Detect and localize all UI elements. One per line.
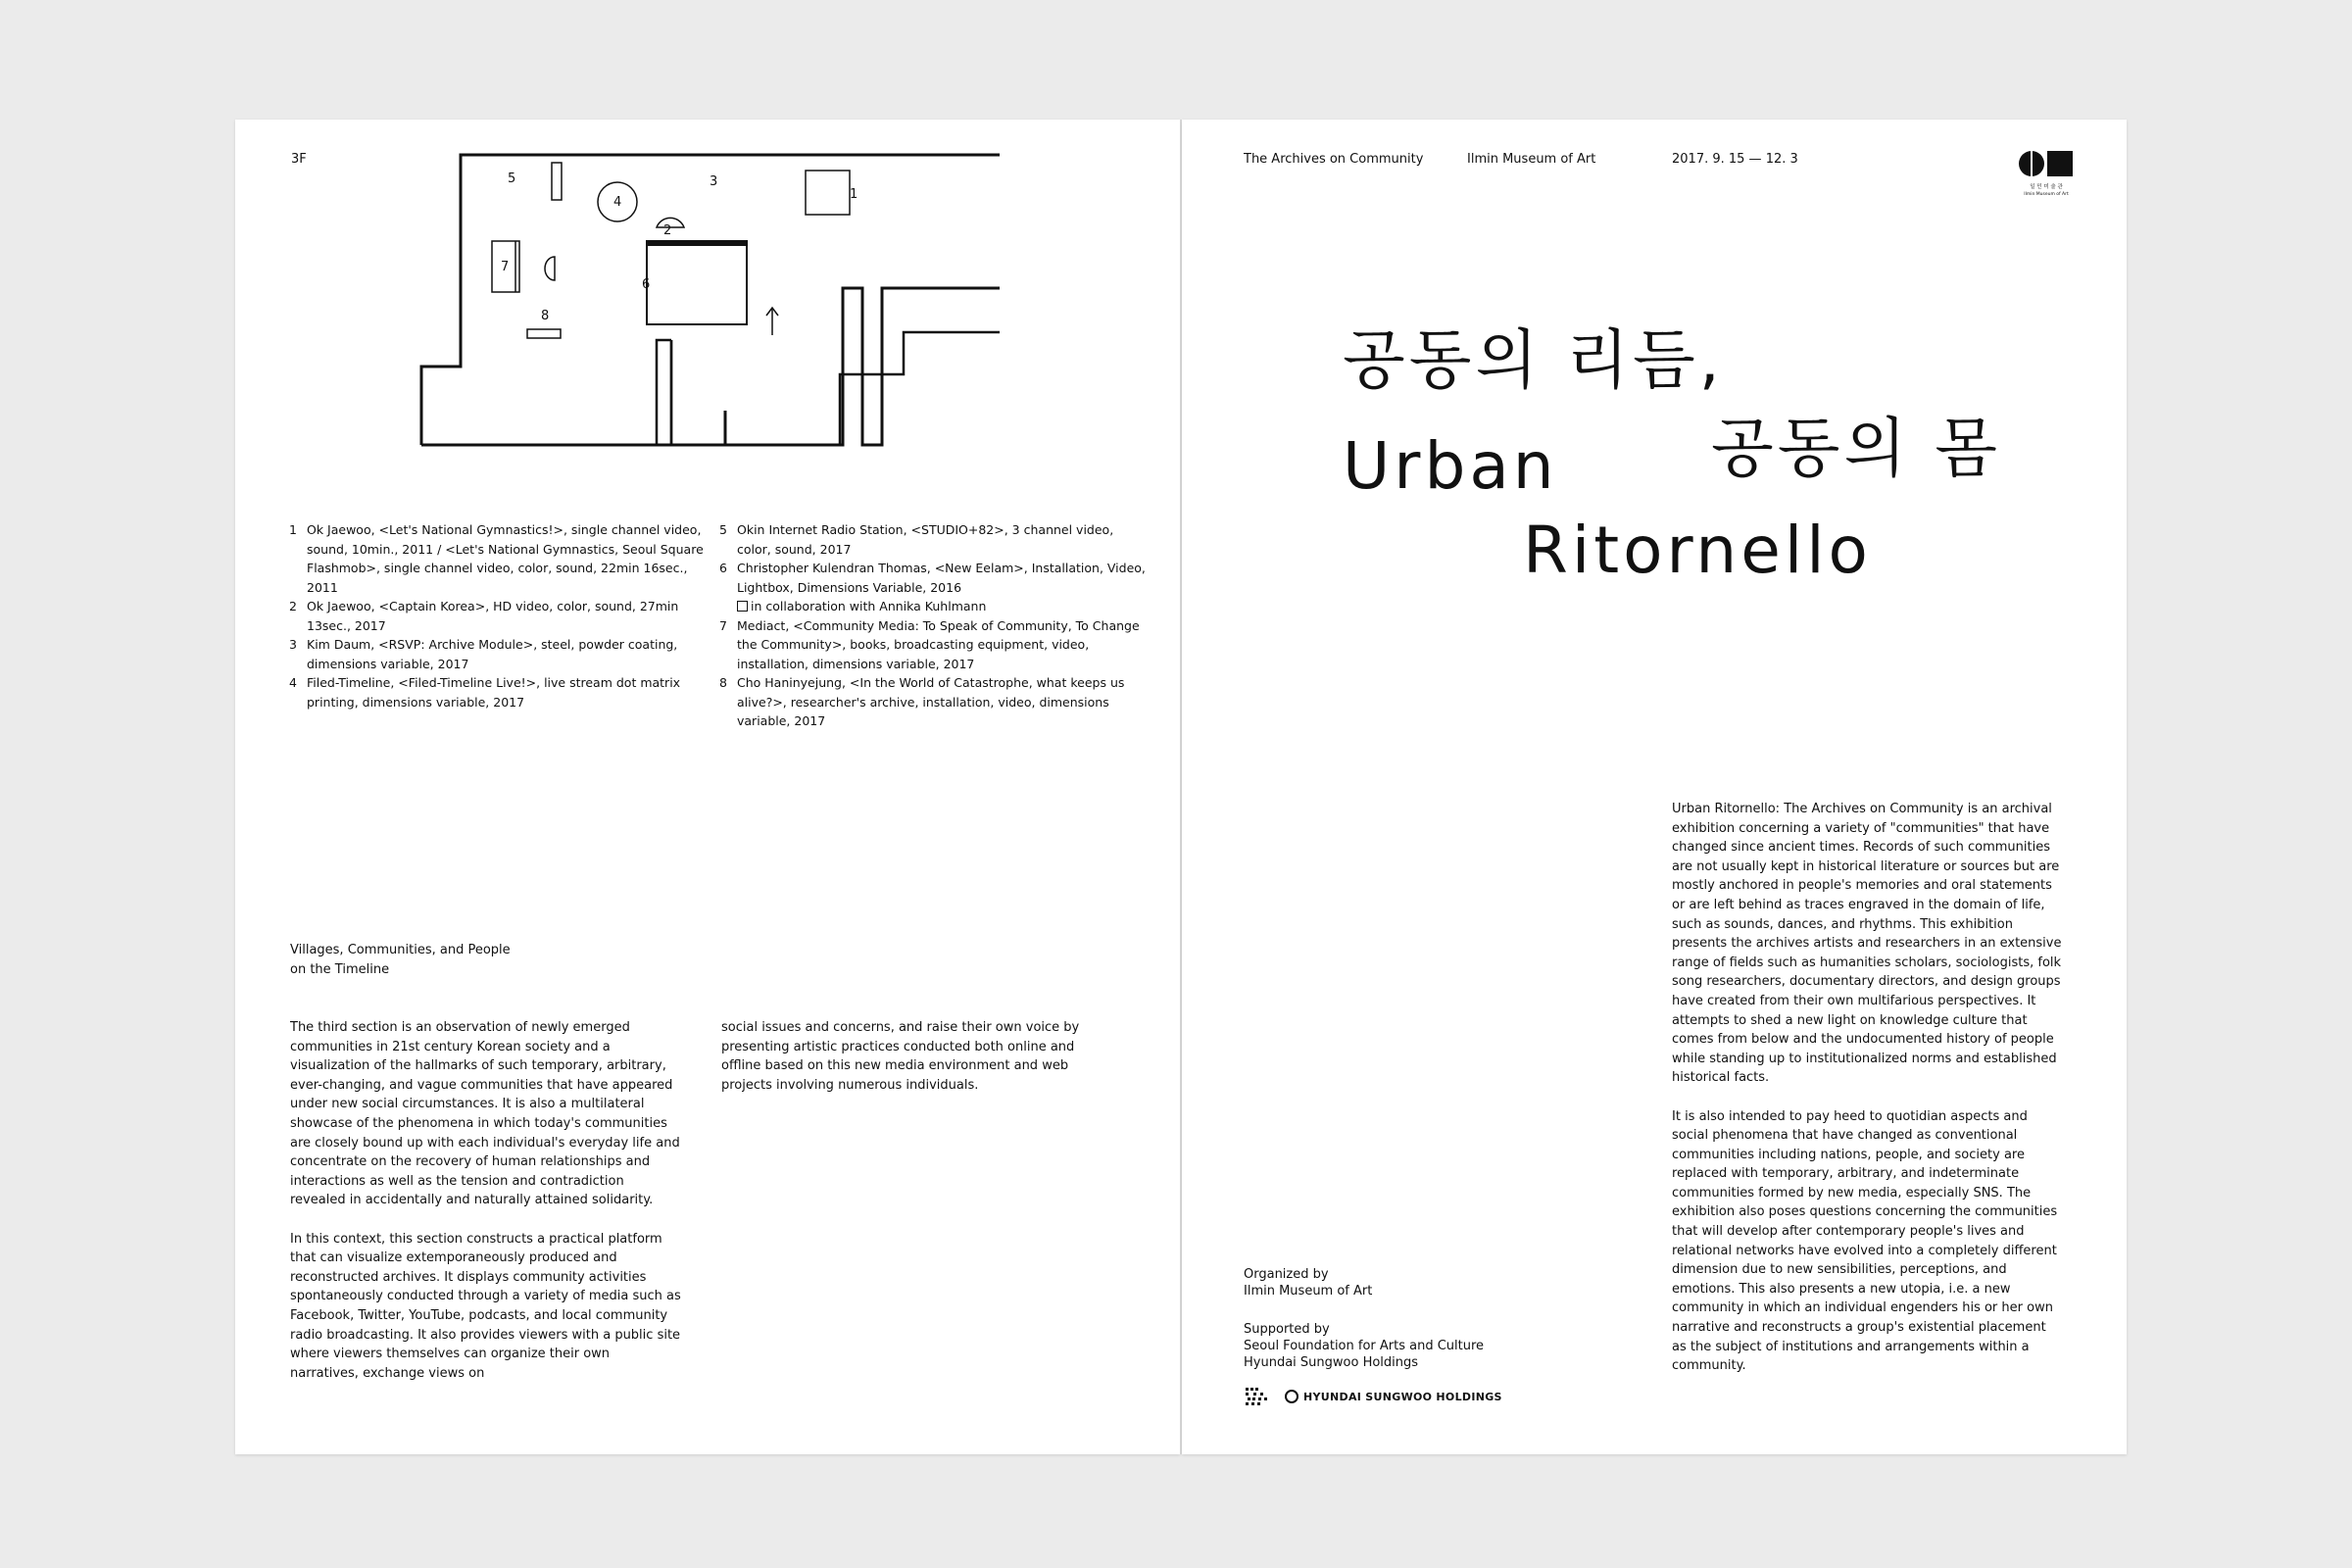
collaboration-note: in collaboration with Annika Kuhlmann <box>737 597 1151 616</box>
floorplan-label: 1 <box>850 187 858 202</box>
sfac-logo <box>1244 1386 1271 1407</box>
floorplan-label: 8 <box>541 309 550 323</box>
floorplan-object-5 <box>552 163 562 200</box>
organized-by: Organized by Ilmin Museum of Art <box>1244 1267 1373 1298</box>
supported-by: Supported by Seoul Foundation for Arts and Culture Hyundai Sungwoo Holdings <box>1244 1322 1485 1370</box>
right-body-text <box>1672 800 2064 1395</box>
title-english-line2: Ritornello <box>1523 513 1872 588</box>
body-paragraph: It is also intended to pay heed to quotidian aspects and social phenomena that have changed as conventional communities including nations, people, and society are replaced with temporary, arbitrary, and indeterminate communities formed by new media, especially SNS. The exhibition also poses questions concerning the communities that will develop after contemporary people's lives and relational networks have evolved into a completely different dimension due to new sensibilities, perceptions, and emotions. This also presents a new utopia, i.e. a new community in which an individual engenders his or her own narrative and reconstructs a group's existential placement as the subject of institutions and arrangements within a community. <box>1672 1108 2058 1374</box>
floorplan-label: 5 <box>508 172 516 186</box>
body-paragraph: In this context, this section constructs a practical platform that can visualize extemporaneously produced and reconstructed archives. It displays community activities spontaneously conducted through a variety of media such as Facebook, Twitter, YouTube, podcasts, and local community radio broadcasting. It also provides viewers with a public site where viewers themselves can organize their own narratives, exchange views on <box>290 1231 681 1381</box>
artwork-item: 4 Filed-Timeline, <Filed-Timeline Live!>, live stream dot matrix printing, dimensions variable, 2017 <box>289 675 681 710</box>
floor-label: 3F <box>291 152 307 167</box>
left-body-column-1 <box>290 1018 682 1402</box>
artwork-item: 8 Cho Haninyejung, <In the World of Catastrophe, what keeps us alive?>, researcher's archive, installation, video, dimensions variable, 2017 <box>719 675 1125 728</box>
floorplan-object-door <box>545 257 555 280</box>
artwork-item: 5 Okin Internet Radio Station, <STUDIO+82>, 3 channel video, color, sound, 2017 <box>719 522 1114 557</box>
floorplan-wall <box>671 332 1000 445</box>
ilmin-museum-logo <box>2017 149 2076 198</box>
artwork-item: 3 Kim Daum, <RSVP: Archive Module>, steel, powder coating, dimensions variable, 2017 <box>289 637 678 671</box>
svg-text:Ilmin Museum of Art: Ilmin Museum of Art <box>2024 192 2069 197</box>
floorplan-object-1 <box>806 171 850 215</box>
section-title: Villages, Communities, and People on the Timeline <box>290 943 511 977</box>
artwork-item: 6 Christopher Kulendran Thomas, <New Eelam>, Installation, Video, Lightbox, Dimensions Variable, 2016 in collaboration with Annika Kuhlmann <box>719 559 1151 616</box>
left-body-column-2 <box>721 1018 1103 1114</box>
floorplan-label: 4 <box>613 195 622 210</box>
artwork-item: 7 Mediact, <Community Media: To Speak of Community, To Change the Community>, books, broadcasting equipment, video, installation, dimensions variable, 2017 <box>719 617 1140 671</box>
box-icon <box>737 601 748 612</box>
floorplan-label: 7 <box>501 260 510 274</box>
header-museum: Ilmin Museum of Art <box>1467 152 1596 167</box>
sponsor-logos <box>1244 1386 1502 1407</box>
header-dates: 2017. 9. 15 — 12. 3 <box>1672 152 1798 167</box>
floorplan-label: 6 <box>642 277 651 292</box>
floorplan-object-8 <box>527 329 561 338</box>
artwork-list-col1 <box>289 520 720 711</box>
hyundai-sungwoo-logo: HYUNDAI SUNGWOO HOLDINGS <box>1285 1390 1502 1403</box>
artwork-list-col2 <box>719 520 1151 731</box>
hyundai-mark-icon <box>1285 1390 1298 1403</box>
floorplan-object-6 <box>647 241 747 324</box>
artwork-item: 1 Ok Jaewoo, <Let's National Gymnastics!>, single channel video, sound, 10min., 2011 / <Let's National Gymnastics, Seoul Square Flashmob>, single channel video, color, sound, 22min 16sec., 2011 <box>289 522 704 595</box>
body-paragraph: The third section is an observation of newly emerged communities in 21st century Korean society and a visualization of the hallmarks of such temporary, arbitrary, ever-changing, and vague communities that have appeared under new social circumstances. It is also a multilateral showcase of the phenomena in which today's communities are closely bound up with each individual's everyday life and concentrate on the recovery of human relationships and interactions as well as the tension and contradiction revealed in accidentally and naturally attained solidarity. <box>290 1020 680 1208</box>
floorplan-label: 3 <box>710 174 718 189</box>
title-english-line1: Urban <box>1343 428 1558 504</box>
left-page <box>235 120 1180 1454</box>
artwork-item: 2 Ok Jaewoo, <Captain Korea>, HD video, color, sound, 27min 13sec., 2017 <box>289 599 679 633</box>
header-title: The Archives on Community <box>1244 152 1424 167</box>
right-page <box>1182 120 2127 1454</box>
floorplan-label: 2 <box>663 223 672 238</box>
svg-text:일 민 미 술 관: 일 민 미 술 관 <box>2030 184 2063 190</box>
title-korean-line2: 공동의 몸 <box>1711 411 2002 486</box>
body-paragraph: social issues and concerns, and raise their own voice by presenting artistic practices conducted both online and offline based on this new media environment and web projects involving numerous individuals. <box>721 1020 1080 1093</box>
floor-plan-diagram <box>333 151 1000 474</box>
body-paragraph: Urban Ritornello: The Archives on Community is an archival exhibition concerning a variety of "communities" that have changed since ancient times. Records of such communities are not usually kept in historical literature or sources but are mostly anchored in people's memories and oral statements or are left behind as traces engraved in the domain of life, such as sounds, dances, and rhythms. This exhibition presents the archives artists and researchers in an extensive range of fields such as humanities scholars, sociologists, folk song researchers, documentary directors, and design groups have created from their own multifarious perspectives. It attempts to shed a new light on knowledge culture that comes from below and the undocumented history of people while standing up to institutionalized norms and established historical facts. <box>1672 802 2062 1086</box>
floorplan-outline <box>421 155 1000 445</box>
title-korean-line1: 공동의 리듬, <box>1343 322 1724 398</box>
